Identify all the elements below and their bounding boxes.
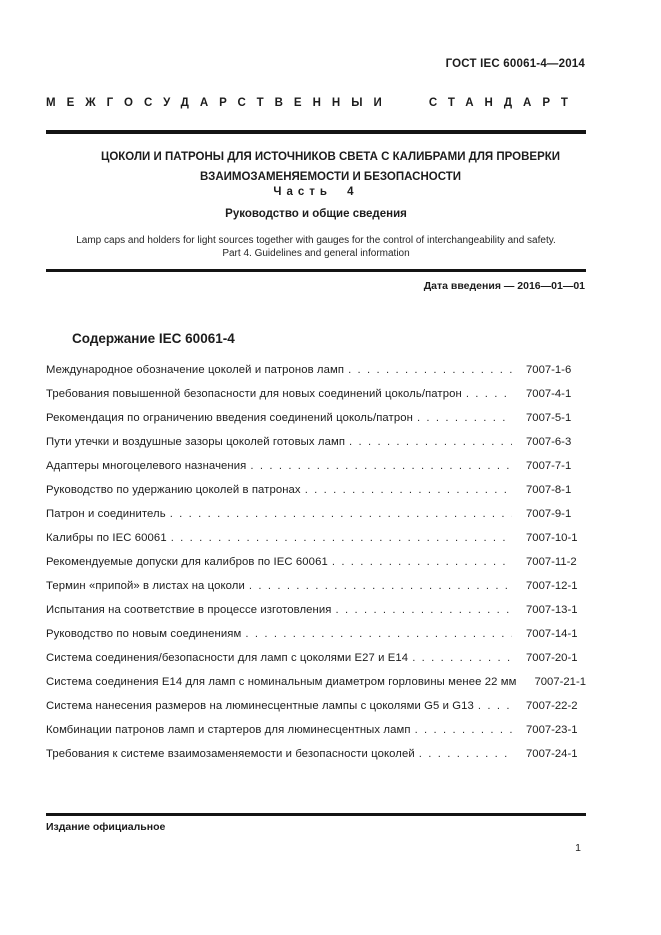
toc-row [46,574,586,598]
toc-item-ref: 7007-4-1 [526,388,572,400]
toc-dot-leader [348,358,512,382]
part-label: Часть 4 [273,186,359,198]
intro-date-rule [46,269,586,272]
toc-list [46,358,586,766]
document-title-ru: ЦОКОЛИ И ПАТРОНЫ ДЛЯ ИСТОЧНИКОВ СВЕТА С КАЛИБРАМИ ДЛЯ ПРОВЕРКИ ВЗАИМОЗАМЕНЯЕМОСТИ И БЕЗОПАСНОСТИ [100,151,561,183]
footer-rule [46,813,586,816]
toc-dot-leader [478,694,512,718]
toc-item-ref: 7007-5-1 [526,412,572,424]
toc-item-title: Система соединения Е14 для ламп с номинальным диаметром горловины менее 22 мм [46,676,517,688]
toc-item-title: Патрон и соединитель [46,508,166,520]
toc-dot-leader [417,406,512,430]
toc-row [46,598,586,622]
introduction-date: Дата введения — 2016—01—01 [423,280,585,292]
toc-dot-leader [336,598,512,622]
toc-item-title: Испытания на соответствие в процессе изготовления [46,604,332,616]
toc-row [46,694,586,718]
toc-row [46,358,586,382]
toc-row [46,670,586,694]
toc-row [46,718,586,742]
toc-item-ref: 7007-23-1 [526,724,578,736]
document-code: ГОСТ IEC 60061-4—2014 [445,58,585,70]
document-title-en-line2: Part 4. Guidelines and general information [222,248,410,259]
toc-item-title: Комбинации патронов ламп и стартеров для люминесцентных ламп [46,724,411,736]
toc-row [46,526,586,550]
toc-row [46,382,586,406]
toc-item-ref: 7007-1-6 [526,364,572,376]
toc-dot-leader [349,430,512,454]
toc-dot-leader [245,622,512,646]
toc-item-ref: 7007-12-1 [526,580,578,592]
toc-dot-leader [249,574,512,598]
toc-item-title: Адаптеры многоцелевого назначения [46,460,247,472]
toc-item-title: Международное обозначение цоколей и патронов ламп [46,364,345,376]
toc-item-ref: 7007-24-1 [526,748,578,760]
toc-item-ref: 7007-10-1 [526,532,578,544]
toc-dot-leader [170,502,512,526]
official-edition-note: Издание официальное [46,821,166,833]
toc-item-ref: 7007-20-1 [526,652,578,664]
document-title-en [36,234,596,260]
toc-item-ref: 7007-14-1 [526,628,578,640]
toc-dot-leader [419,742,512,766]
toc-item-title: Пути утечки и воздушные зазоры цоколей готовых ламп [46,436,346,448]
toc-item-ref: 7007-21-1 [534,676,586,688]
subtitle-ru: Руководство и общие сведения [225,208,407,220]
header-rule [46,130,586,134]
toc-item-ref: 7007-22-2 [526,700,578,712]
toc-row [46,406,586,430]
toc-row [46,622,586,646]
toc-dot-leader [412,646,512,670]
toc-item-ref: 7007-6-3 [526,436,572,448]
toc-dot-leader [250,454,512,478]
toc-row [46,454,586,478]
toc-row [46,430,586,454]
toc-item-title: Руководство по удержанию цоколей в патронах [46,484,301,496]
toc-item-ref: 7007-8-1 [526,484,572,496]
toc-row [46,742,586,766]
toc-row [46,550,586,574]
toc-item-title: Рекомендация по ограничению введения соединений цоколь/патрон [46,412,413,424]
toc-item-title: Рекомендуемые допуски для калибров по IEC 60061 [46,556,328,568]
toc-item-title: Руководство по новым соединениям [46,628,242,640]
toc-item-title: Калибры по IEC 60061 [46,532,167,544]
toc-item-title: Термин «припой» в листах на цоколи [46,580,245,592]
toc-item-ref: 7007-7-1 [526,460,572,472]
page-number: 1 [575,842,581,854]
toc-dot-leader [171,526,512,550]
toc-item-title: Система соединения/безопасности для ламп с цоколями Е27 и Е14 [46,652,409,664]
toc-item-title: Требования к системе взаимозаменяемости и безопасности цоколей [46,748,415,760]
toc-row [46,478,586,502]
toc-item-title: Требования повышенной безопасности для новых соединений цоколь/патрон [46,388,462,400]
standard-type-heading: МЕЖГОСУДАРСТВЕННЫЙ СТАНДАРТ [46,97,579,109]
toc-row [46,646,586,670]
toc-item-ref: 7007-11-2 [526,556,577,568]
toc-dot-leader [466,382,512,406]
toc-heading: Содержание IEC 60061-4 [72,331,235,346]
toc-item-ref: 7007-9-1 [526,508,572,520]
toc-row [46,502,586,526]
toc-dot-leader [332,550,512,574]
toc-item-title: Система нанесения размеров на люминесцентные лампы с цоколями G5 и G13 [46,700,474,712]
toc-dot-leader [415,718,512,742]
document-title-en-line1: Lamp caps and holders for light sources together with gauges for the control of interchangeability and safety. [76,235,556,246]
toc-item-ref: 7007-13-1 [526,604,578,616]
toc-dot-leader [305,478,512,502]
